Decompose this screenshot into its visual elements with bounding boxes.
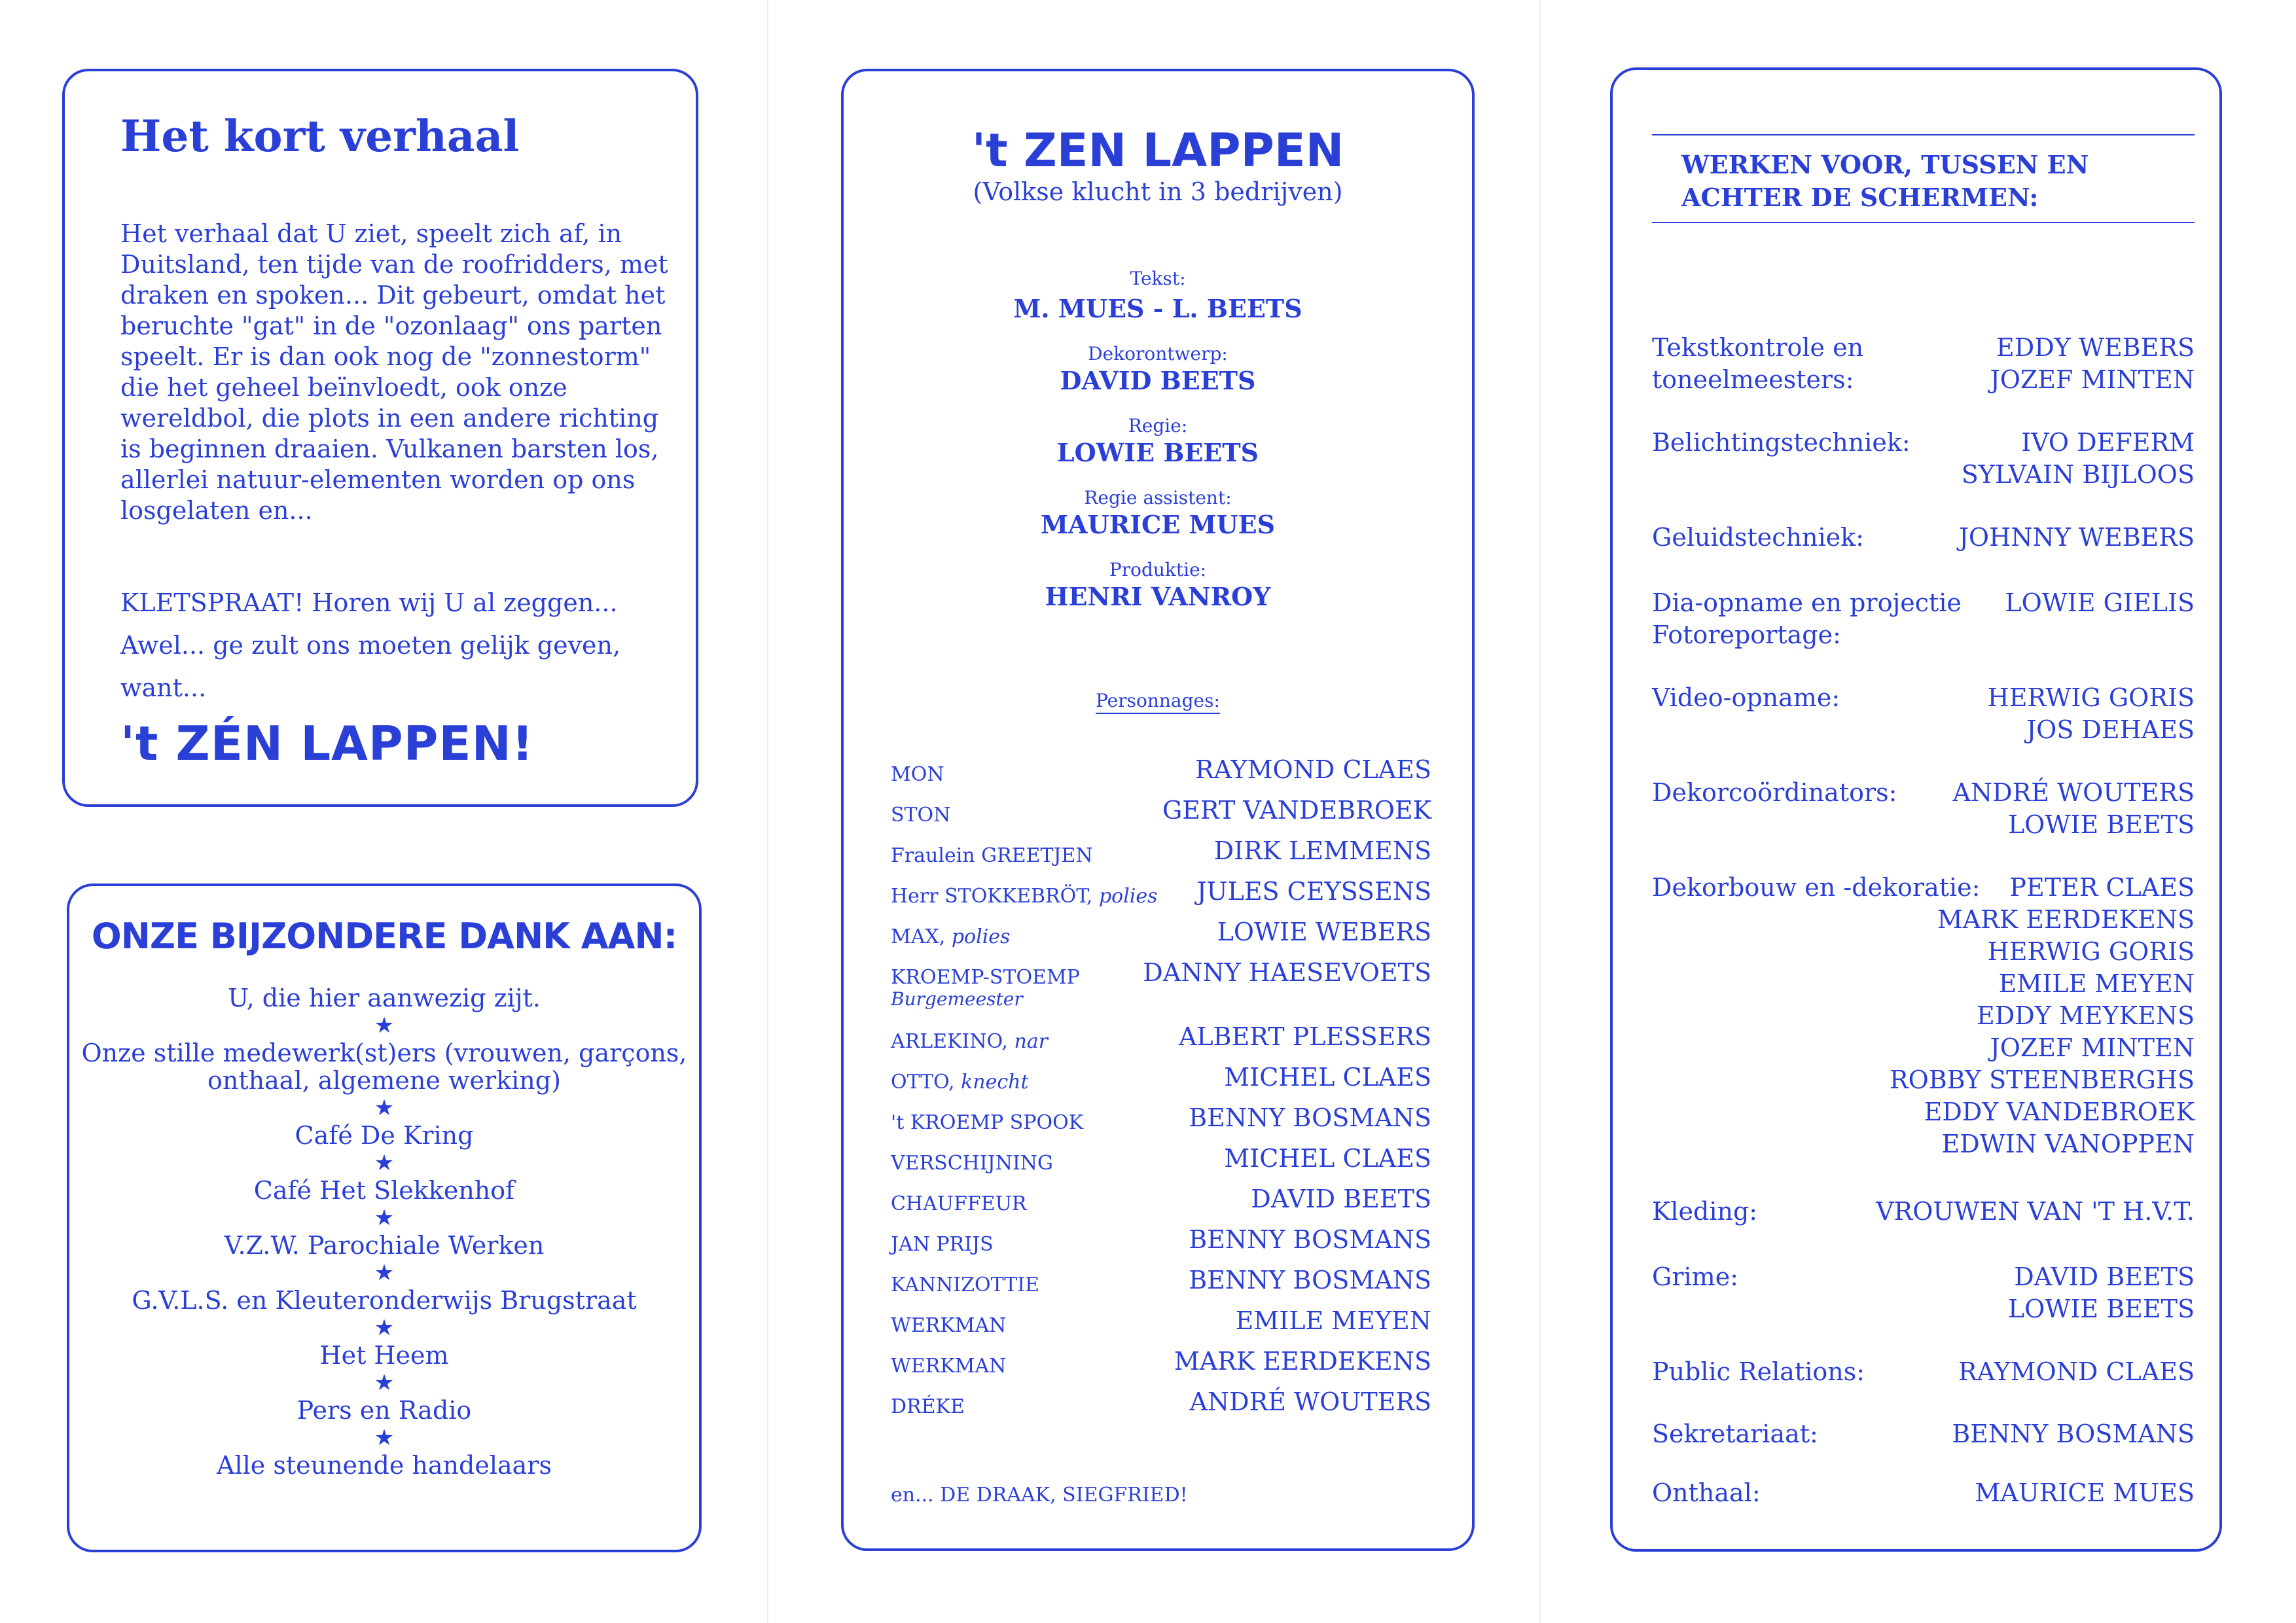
crew-name: LOWIE BEETS — [2007, 810, 2195, 839]
crew-label-line: Public Relations: — [1652, 1357, 1865, 1386]
cast-role — [891, 1274, 1039, 1296]
thanks-item: U, die hier aanwezig zijt. — [228, 984, 541, 1012]
crew-names — [1890, 872, 2195, 1160]
role-name: STON — [891, 804, 951, 827]
crew-label — [1652, 332, 1863, 396]
crew-label-line: Fotoreportage: — [1652, 620, 1841, 649]
cast-row — [891, 836, 1431, 877]
credit-value: LOWIE BEETS — [1056, 438, 1259, 467]
thanks-item: Alle steunende handelaars — [217, 1451, 552, 1480]
crew-name: PETER CLAES — [2009, 873, 2195, 902]
cast-row — [891, 918, 1431, 958]
cast-row — [891, 1387, 1431, 1428]
credit-value: HENRI VANROY — [1045, 582, 1271, 611]
crew-label — [1652, 1356, 1865, 1388]
role-note: knecht — [961, 1071, 1029, 1094]
crew-label — [1652, 522, 1864, 554]
cast-actor: DIRK LEMMENS — [1213, 836, 1431, 865]
crew-names — [1962, 427, 2195, 491]
crew-name: LOWIE BEETS — [2007, 1294, 2195, 1323]
cast-role — [891, 885, 1158, 908]
crew-label-line: Kleding: — [1652, 1197, 1758, 1226]
crew-label-line: Video-opname: — [1652, 683, 1840, 712]
story-title: Het kort verhaal — [120, 111, 520, 162]
role-subtitle: Burgemeester — [891, 988, 1023, 1010]
crew-name: MARK EERDEKENS — [1937, 905, 2195, 934]
story-kletspraat: KLETSPRAAT! Horen wij U al zeggen... Awel... ge zult ons moeten gelijk geven, want... — [120, 588, 621, 702]
crew-label-line: Dia-opname en projectie — [1652, 588, 1962, 617]
thanks-item: Café Het Slekkenhof — [253, 1176, 515, 1205]
crew-name: JOZEF MINTEN — [1990, 1033, 2195, 1062]
story-closing: 't ZÉN LAPPEN! — [120, 716, 534, 771]
cast-actor: LOWIE WEBERS — [1217, 918, 1431, 946]
star-icon: ★ — [374, 1370, 395, 1396]
credit-label: Regie assistent: — [1084, 487, 1232, 508]
crew-names — [1988, 682, 2195, 746]
role-name: KANNIZOTTIE — [891, 1274, 1039, 1296]
credit-label: Tekst: — [1130, 268, 1186, 289]
role-name: DRÉKE — [891, 1395, 965, 1418]
credit-value: DAVID BEETS — [1060, 366, 1256, 395]
role-name: VERSCHIJNING — [891, 1152, 1054, 1175]
crew-name: EDWIN VANOPPEN — [1941, 1130, 2195, 1158]
star-icon: ★ — [374, 1150, 395, 1176]
role-note: polies — [951, 925, 1011, 948]
crew-name: BENNY BOSMANS — [1952, 1419, 2195, 1448]
crew-panel — [1610, 67, 2222, 1552]
crew-names — [2005, 587, 2195, 619]
cast-role — [891, 966, 1080, 1010]
play-title: 't ZEN LAPPEN — [971, 124, 1344, 177]
role-name: MON — [891, 763, 944, 786]
credit-value: M. MUES - L. BEETS — [1013, 294, 1302, 323]
cast-actor: ANDRÉ WOUTERS — [1189, 1387, 1431, 1416]
cast-footer: en... DE DRAAK, SIEGFRIED! — [891, 1484, 1188, 1507]
credit-label: Dekorontwerp: — [1088, 343, 1228, 365]
cast-role — [891, 763, 944, 786]
cast-row — [891, 796, 1431, 836]
cast-row — [891, 1185, 1431, 1225]
thanks-item: Pers en Radio — [296, 1396, 472, 1425]
fold-line-right — [1539, 0, 1541, 1623]
cast-role — [891, 844, 1093, 867]
cast-actor: JULES CEYSSENS — [1196, 877, 1431, 906]
role-note: polies — [1098, 885, 1158, 908]
cast-actor: DAVID BEETS — [1251, 1185, 1431, 1213]
crew-name: JOS DEHAES — [2026, 715, 2195, 744]
story-panel — [62, 69, 698, 807]
fold-line-left — [767, 0, 768, 1623]
credit-label: Regie: — [1128, 415, 1188, 437]
crew-title: WERKEN VOOR, TUSSEN EN ACHTER DE SCHERMEN: — [1681, 150, 2089, 212]
crew-label — [1652, 427, 1910, 459]
crew-label — [1652, 777, 1897, 809]
cast-role — [891, 1152, 1053, 1175]
crew-name: HERWIG GORIS — [1987, 683, 2195, 712]
crew-name: RAYMOND CLAES — [1958, 1357, 2195, 1386]
thanks-item: G.V.L.S. en Kleuteronderwijs Brugstraat — [132, 1286, 637, 1315]
crew-label — [1652, 1261, 1738, 1293]
star-icon: ★ — [374, 1315, 395, 1341]
role-name: OTTO, — [891, 1071, 955, 1094]
crew-name: IVO DEFERM — [2021, 428, 2195, 457]
cast-row — [891, 1225, 1431, 1266]
star-icon: ★ — [374, 1012, 395, 1039]
crew-name: ROBBY STEENBERGHS — [1889, 1065, 2195, 1094]
crew-name: EDDY WEBERS — [1996, 333, 2195, 362]
thanks-title: ONZE BIJZONDERE DANK AAN: — [91, 916, 677, 957]
cast-actor: MICHEL CLAES — [1224, 1144, 1431, 1173]
crew-name: EDDY VANDEBROEK — [1924, 1097, 2195, 1126]
role-name: Herr STOKKEBRÖT, — [891, 885, 1093, 908]
cast-actor: MICHEL CLAES — [1224, 1063, 1431, 1092]
cast-role — [891, 1314, 1006, 1337]
cast-actor: DANNY HAESEVOETS — [1143, 958, 1431, 987]
crew-name: JOZEF MINTEN — [1990, 365, 2195, 394]
crew-title-rule-bottom — [1652, 222, 2195, 223]
thanks-item: Onze stille medewerk(st)ers (vrouwen, garçons, onthaal, algemene werking) — [81, 1039, 687, 1095]
cast-row — [891, 1103, 1431, 1144]
crew-names — [1958, 1356, 2195, 1388]
thanks-item: Café De Kring — [295, 1121, 474, 1150]
cast-row — [891, 1306, 1431, 1347]
cast-list — [891, 755, 1431, 1428]
cast-actor: BENNY BOSMANS — [1189, 1225, 1431, 1254]
role-name: ARLEKINO, — [891, 1030, 1008, 1053]
star-icon: ★ — [374, 1425, 395, 1451]
crew-name: HERWIG GORIS — [1987, 937, 2195, 966]
crew-label-line: Belichtingstechniek: — [1652, 428, 1910, 457]
play-subtitle: (Volkse klucht in 3 bedrijven) — [973, 177, 1343, 206]
role-name: WERKMAN — [891, 1355, 1007, 1378]
personnages-label: Personnages: — [1096, 690, 1220, 714]
crew-label-line: Tekstkontrole en — [1652, 333, 1864, 362]
credit-value: MAURICE MUES — [1040, 510, 1276, 539]
crew-label — [1652, 587, 1962, 651]
cast-role — [891, 925, 1010, 948]
crew-label — [1652, 1196, 1757, 1228]
role-note: nar — [1014, 1030, 1049, 1053]
crew-names — [1952, 1418, 2195, 1450]
crew-title-rule-top — [1652, 134, 2195, 135]
crew-label — [1652, 1477, 1761, 1509]
cast-actor: EMILE MEYEN — [1235, 1306, 1431, 1335]
star-icon: ★ — [374, 1260, 395, 1286]
cast-row — [891, 1347, 1431, 1387]
cast-actor: ALBERT PLESSERS — [1178, 1022, 1431, 1051]
thanks-list — [69, 984, 699, 1479]
crew-label-line: Geluidstechniek: — [1652, 523, 1864, 552]
role-name: JAN PRIJS — [891, 1233, 994, 1256]
cast-row — [891, 1266, 1431, 1306]
cast-actor: GERT VANDEBROEK — [1162, 796, 1431, 825]
cast-role — [891, 1071, 1029, 1094]
credit-label: Produktie: — [1109, 559, 1207, 580]
star-icon: ★ — [374, 1095, 395, 1121]
crew-names — [1959, 522, 2195, 554]
crew-names — [1990, 332, 2195, 396]
role-name: CHAUFFEUR — [891, 1192, 1027, 1215]
crew-name: VROUWEN VAN 'T H.V.T. — [1876, 1197, 2195, 1226]
crew-names — [2008, 1261, 2195, 1325]
crew-names — [1952, 777, 2195, 841]
cast-row — [891, 1022, 1431, 1063]
role-name: 't KROEMP SPOOK — [891, 1111, 1084, 1134]
cast-role — [891, 1030, 1048, 1053]
crew-name: SYLVAIN BIJLOOS — [1961, 460, 2195, 489]
role-name: KROEMP-STOEMP — [891, 966, 1080, 989]
cast-role — [891, 1111, 1083, 1134]
cast-row — [891, 755, 1431, 796]
cast-panel — [841, 69, 1475, 1551]
cast-role — [891, 1233, 994, 1256]
cast-role — [891, 1395, 965, 1418]
crew-label-line: Dekorbouw en -dekoratie: — [1652, 873, 1981, 902]
crew-names — [1876, 1196, 2195, 1228]
cast-row — [891, 958, 1431, 1022]
crew-label-line: toneelmeesters: — [1652, 365, 1854, 394]
cast-actor: BENNY BOSMANS — [1189, 1103, 1431, 1132]
star-icon: ★ — [374, 1205, 395, 1231]
cast-actor: RAYMOND CLAES — [1195, 755, 1431, 784]
cast-actor: MARK EERDEKENS — [1174, 1347, 1431, 1376]
crew-label — [1652, 1418, 1818, 1450]
crew-name: DAVID BEETS — [2014, 1262, 2195, 1291]
crew-names — [1975, 1477, 2195, 1509]
cast-role — [891, 1355, 1006, 1378]
cast-role — [891, 1192, 1026, 1215]
cast-row — [891, 1144, 1431, 1185]
thanks-item: Het Heem — [319, 1341, 449, 1370]
crew-name: MAURICE MUES — [1975, 1478, 2195, 1507]
crew-label-line: Sekretariaat: — [1652, 1419, 1818, 1448]
story-body: Het verhaal dat U ziet, speelt zich af, in Duitsland, ten tijde van de roofridders, met draken en spoken... Dit gebeurt, omdat het beruchte "gat" in de "ozonlaag" ons parten speelt. Er is dan ook nog de "zonnestorm" die het geheel beïnvloedt, ook onze wereldbol, die plots in een andere richting is beginnen draaien. Vulkanen barsten los, allerlei natuur-elementen worden op ons losgelaten en... — [120, 219, 668, 525]
thanks-panel — [67, 883, 702, 1552]
crew-label-line: Grime: — [1652, 1262, 1738, 1291]
personnages-heading — [844, 690, 1472, 711]
crew-label-line: Dekorcoördinators: — [1652, 778, 1897, 807]
role-name: MAX, — [891, 925, 946, 948]
cast-role — [891, 804, 950, 827]
role-name: Fraulein GREETJEN — [891, 844, 1093, 867]
cast-row — [891, 877, 1431, 918]
cast-row — [891, 1063, 1431, 1103]
crew-label-line: Onthaal: — [1652, 1478, 1761, 1507]
crew-name: JOHNNY WEBERS — [1958, 523, 2195, 552]
thanks-item: V.Z.W. Parochiale Werken — [224, 1231, 545, 1260]
role-name: WERKMAN — [891, 1314, 1007, 1337]
cast-actor: BENNY BOSMANS — [1189, 1266, 1431, 1294]
crew-name: EMILE MEYEN — [1998, 969, 2195, 998]
crew-label — [1652, 682, 1840, 714]
crew-name: EDDY MEYKENS — [1977, 1001, 2195, 1030]
crew-name: LOWIE GIELIS — [2005, 588, 2195, 617]
crew-name: ANDRÉ WOUTERS — [1952, 778, 2195, 807]
